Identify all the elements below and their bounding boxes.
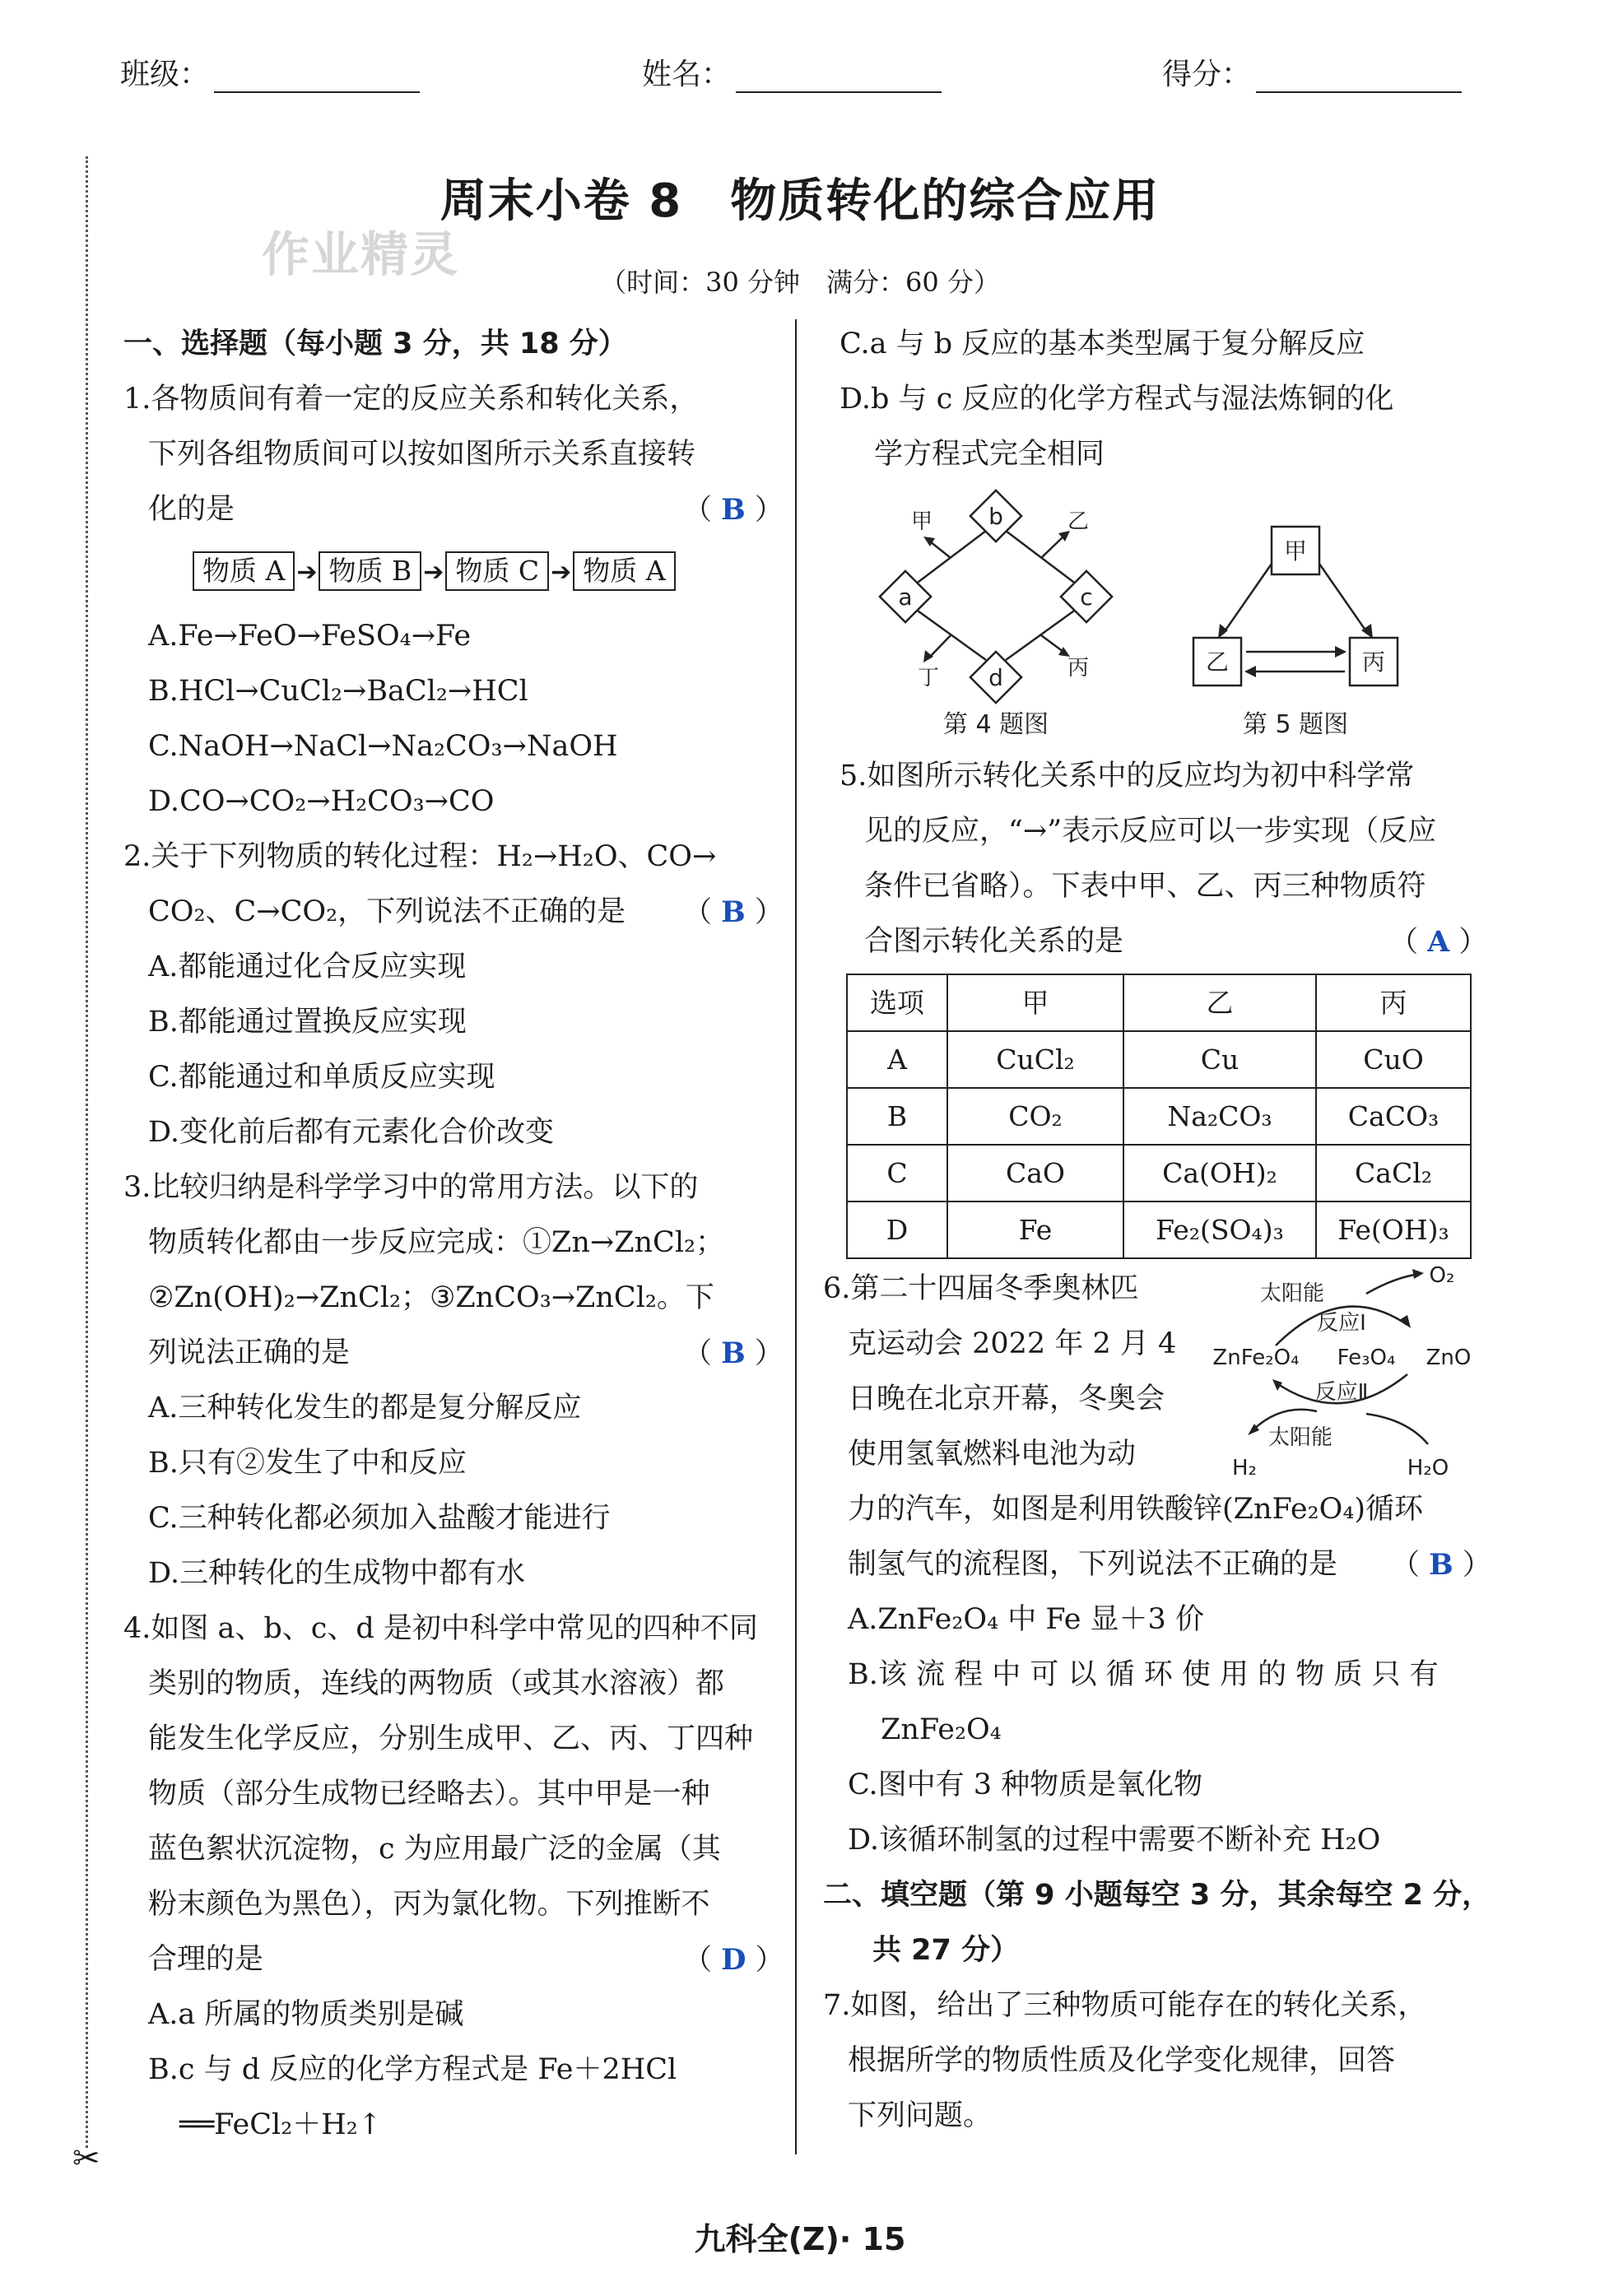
- q3-line4: 列说法正确的是: [148, 1336, 351, 1369]
- score-field: [1162, 51, 1462, 93]
- q1-option-d: D.CO→CO₂→H₂CO₃→CO: [148, 785, 495, 818]
- page-number: 15: [862, 2221, 906, 2257]
- q4-line2: 类别的物质，连线的两物质（或其水溶液）都: [148, 1667, 725, 1700]
- q6-cycle-diagram: [1202, 1259, 1481, 1481]
- fig5-label-jia: 甲: [1283, 537, 1308, 565]
- table-cell: Fe(OH)₃: [1316, 1201, 1471, 1258]
- q4-answer: （ D ）: [683, 1943, 784, 1977]
- table-cell: CaO: [947, 1145, 1123, 1201]
- q3-option-a: A.三种转化发生的都是复分解反应: [148, 1392, 582, 1425]
- table-row: [847, 1145, 1471, 1201]
- table-header-cell: 乙: [1123, 974, 1316, 1031]
- q6-line1: 6.第二十四届冬季奥林匹: [823, 1272, 1139, 1305]
- q5-line1: 5.如图所示转化关系中的反应均为初中科学常: [840, 760, 1415, 792]
- q4-line3: 能发生化学反应，分别生成甲、乙、丙、丁四种: [148, 1722, 754, 1755]
- q4-answer-value: D: [721, 1943, 747, 1977]
- q6-label-sun2: 太阳能: [1267, 1425, 1333, 1450]
- table-row: [847, 1031, 1471, 1088]
- q6-label-reaction1: 反应Ⅰ: [1317, 1311, 1366, 1336]
- table-header-row: [847, 974, 1471, 1031]
- table-cell: Ca(OH)₂: [1123, 1145, 1316, 1201]
- q1-option-c: C.NaOH→NaCl→Na₂CO₃→NaOH: [148, 730, 618, 763]
- table-cell: Na₂CO₃: [1123, 1088, 1316, 1145]
- q3-option-c: C.三种转化都必须加入盐酸才能进行: [148, 1502, 611, 1535]
- q6-label-h2: H₂: [1232, 1456, 1257, 1480]
- q3-answer: （ B ）: [683, 1336, 784, 1370]
- q6-label-zno: ZnO: [1426, 1346, 1472, 1370]
- name-label: 姓名：: [642, 58, 732, 91]
- scissors-icon: ✂: [72, 2140, 100, 2177]
- table-cell: CuO: [1316, 1031, 1471, 1088]
- page-title: 周末小卷 8 物质转化的综合应用: [440, 174, 1160, 228]
- q5-line2: 见的反应，“→”表示反应可以一步实现（反应: [864, 815, 1437, 848]
- section2-heading-line1: 二、填空题（第 9 小题每空 3 分，其余每空 2 分，: [823, 1879, 1491, 1912]
- q3-option-b: B.只有②发生了中和反应: [148, 1447, 467, 1480]
- fig4-product-yi: 乙: [1067, 509, 1090, 534]
- table-cell: Cu: [1123, 1031, 1316, 1088]
- fig4-caption: 第 4 题图: [942, 710, 1049, 739]
- q1-option-b: B.HCl→CuCl₂→BaCl₂→HCl: [148, 675, 528, 708]
- class-blank[interactable]: [214, 62, 420, 93]
- fig5-edge-jia-bing: [1319, 564, 1368, 634]
- fig4-arrow-yi: [1041, 537, 1063, 558]
- q5-options-table: [846, 974, 1472, 1259]
- q6-option-b-line2: ZnFe₂O₄: [881, 1713, 1002, 1746]
- name-blank[interactable]: [736, 62, 942, 93]
- table-cell: Fe₂(SO₄)₃: [1123, 1201, 1316, 1258]
- q1-answer: （ B ）: [683, 493, 784, 527]
- q2-answer-value: B: [721, 895, 746, 929]
- flow-box-3: 物质 C: [445, 551, 549, 591]
- table-cell: CuCl₂: [947, 1031, 1123, 1088]
- q4-line7: 合理的是: [148, 1943, 264, 1976]
- flow-box-2: 物质 B: [319, 551, 421, 591]
- name-field: [642, 51, 942, 93]
- q2-option-d: D.变化前后都有元素化合价改变: [148, 1116, 554, 1149]
- score-label: 得分：: [1162, 58, 1252, 91]
- table-cell: CaCO₃: [1316, 1088, 1471, 1145]
- class-field: [120, 51, 420, 93]
- q4-line6: 粉末颜色为黑色），丙为氯化物。下列推断不: [148, 1888, 710, 1921]
- q6-label-zinc-ferrite: ZnFe₂O₄: [1212, 1346, 1300, 1370]
- q4-option-b-line2: ══FeCl₂＋H₂↑: [179, 2108, 383, 2141]
- table-header-cell: 甲: [947, 974, 1123, 1031]
- table-row: [847, 1088, 1471, 1145]
- table-cell: D: [847, 1201, 947, 1258]
- q3-line3: ②Zn(OH)₂→ZnCl₂；③ZnCO₃→ZnCl₂。下: [148, 1281, 714, 1314]
- class-label: 班级：: [120, 58, 210, 91]
- q6-line6: 制氢气的流程图，下列说法不正确的是: [848, 1548, 1338, 1581]
- q2-answer: （ B ）: [683, 895, 784, 929]
- q4-option-d-line1: D.b 与 c 反应的化学方程式与湿法炼铜的化: [840, 383, 1394, 416]
- q2-option-a: A.都能通过化合反应实现: [148, 950, 467, 983]
- q3-option-d: D.三种转化的生成物中都有水: [148, 1557, 525, 1590]
- q4-line5: 蓝色絮状沉淀物，c 为应用最广泛的金属（其: [148, 1833, 721, 1866]
- table-header-cell: 丙: [1316, 974, 1471, 1031]
- q2-option-b: B.都能通过置换反应实现: [148, 1006, 467, 1039]
- q4-option-a: A.a 所属的物质类别是碱: [148, 1998, 464, 2031]
- table-cell: A: [847, 1031, 947, 1088]
- q4-option-b-line1: B.c 与 d 反应的化学方程式是 Fe＋2HCl: [148, 2053, 677, 2086]
- fig4-label-c: c: [1080, 583, 1093, 611]
- flow-box-4: 物质 A: [573, 551, 675, 591]
- q3-line2: 物质转化都由一步反应完成：①Zn→ZnCl₂；: [148, 1226, 725, 1259]
- fig5-label-bing: 丙: [1361, 648, 1386, 676]
- watermark: 作业精灵: [262, 226, 460, 282]
- q4-line4: 物质（部分生成物已经略去）。其中甲是一种: [148, 1778, 710, 1810]
- q7-line1: 7.如图，给出了三种物质可能存在的转化关系，: [823, 1989, 1427, 2022]
- q7-line2: 根据所学的物质性质及化学变化规律，回答: [848, 2044, 1396, 2077]
- q6-label-reaction2: 反应Ⅱ: [1314, 1380, 1369, 1405]
- q6-arrow-h2o: [1366, 1414, 1428, 1444]
- table-cell: CaCl₂: [1316, 1145, 1471, 1201]
- fig5-edge-jia-yi: [1223, 564, 1272, 634]
- q6-label-h2o: H₂O: [1407, 1456, 1449, 1480]
- q5-line3: 条件已省略）。下表中甲、乙、丙三种物质符: [864, 870, 1426, 903]
- q2-option-c: C.都能通过和单质反应实现: [148, 1061, 495, 1094]
- fig4-label-a: a: [898, 583, 913, 611]
- q5-answer-value: A: [1427, 925, 1450, 959]
- footer-book-label: 九科全(Z)·: [694, 2221, 852, 2257]
- q6-label-o2: O₂: [1429, 1263, 1455, 1288]
- q3-answer-value: B: [721, 1336, 746, 1370]
- q1-line3: 化的是: [148, 493, 235, 526]
- q2-line1: 2.关于下列物质的转化过程：H₂→H₂O、CO→: [123, 840, 717, 873]
- q6-label-fe3o4: Fe₃O₄: [1337, 1346, 1396, 1370]
- q6-option-b-line1: B.该 流 程 中 可 以 循 环 使 用 的 物 质 只 有: [848, 1658, 1439, 1691]
- q7-line3: 下列问题。: [848, 2099, 993, 2132]
- fig4-diagram: [872, 486, 1119, 757]
- q6-option-a: A.ZnFe₂O₄ 中 Fe 显＋3 价: [848, 1603, 1204, 1636]
- q4-line1: 4.如图 a、b、c、d 是初中科学中常见的四种不同: [123, 1612, 758, 1645]
- q4-option-c: C.a 与 b 反应的基本类型属于复分解反应: [840, 328, 1365, 360]
- q1-line1: 1.各物质间有着一定的反应关系和转化关系，: [123, 383, 699, 416]
- section2-heading-line2: 共 27 分）: [872, 1934, 1020, 1967]
- q6-line3: 日晚在北京开幕，冬奥会: [848, 1383, 1165, 1415]
- fig4-product-bing: 丙: [1067, 656, 1090, 681]
- q1-flow-diagram: [193, 543, 676, 600]
- fig5-diagram: [1177, 518, 1424, 757]
- fig4-product-ding: 丁: [917, 666, 940, 690]
- fig4-product-jia: 甲: [910, 509, 933, 534]
- arrow-right-icon: ➔: [423, 558, 444, 587]
- table-cell: Fe: [947, 1201, 1123, 1258]
- q5-answer: （ A ）: [1389, 925, 1488, 959]
- page-footer: [0, 2214, 1600, 2259]
- table-cell: C: [847, 1145, 947, 1201]
- fig4-arrow-jia: [930, 541, 951, 558]
- table-header-cell: 选项: [847, 974, 947, 1031]
- q6-answer: （ B ）: [1391, 1548, 1491, 1582]
- fig4-arrow-bing: [1041, 635, 1063, 652]
- score-blank[interactable]: [1256, 62, 1462, 93]
- arrow-right-icon: ➔: [551, 558, 572, 587]
- section1-heading: 一、选择题（每小题 3 分，共 18 分）: [123, 328, 627, 360]
- q1-option-a: A.Fe→FeO→FeSO₄→Fe: [148, 620, 472, 653]
- page-subtitle: （时间：30 分钟 满分：60 分）: [600, 267, 1000, 298]
- q3-line1: 3.比较归纳是科学学习中的常用方法。以下的: [123, 1171, 699, 1204]
- fig4-label-b: b: [988, 503, 1003, 530]
- q1-line2: 下列各组物质间可以按如图所示关系直接转: [148, 438, 696, 471]
- flow-box-1: 物质 A: [193, 551, 295, 591]
- q6-line5: 力的汽车，如图是利用铁酸锌(ZnFe₂O₄)循环: [848, 1493, 1424, 1526]
- q6-line2: 克运动会 2022 年 2 月 4: [848, 1327, 1177, 1360]
- fig5-caption: 第 5 题图: [1242, 710, 1349, 739]
- table-cell: B: [847, 1088, 947, 1145]
- arrow-right-icon: ➔: [296, 558, 318, 587]
- fig4-label-d: d: [988, 664, 1003, 691]
- q1-answer-value: B: [721, 493, 746, 527]
- q4-option-d-line2: 学方程式完全相同: [874, 438, 1105, 471]
- q6-answer-value: B: [1429, 1548, 1453, 1582]
- cut-line: [86, 156, 88, 2148]
- q6-line4: 使用氢氧燃料电池为动: [848, 1438, 1137, 1471]
- column-divider: [795, 319, 797, 2154]
- q5-line4: 合图示转化关系的是: [864, 925, 1124, 958]
- q6-arrow-o2: [1366, 1274, 1420, 1294]
- q2-line2: CO₂、C→CO₂，下列说法不正确的是: [148, 895, 626, 928]
- q6-option-d: D.该循环制氢的过程中需要不断补充 H₂O: [848, 1824, 1381, 1857]
- q6-option-c: C.图中有 3 种物质是氧化物: [848, 1768, 1203, 1801]
- table-cell: CO₂: [947, 1088, 1123, 1145]
- q6-label-sun1: 太阳能: [1259, 1281, 1325, 1306]
- fig5-label-yi: 乙: [1205, 648, 1230, 676]
- table-row: [847, 1201, 1471, 1258]
- fig4-arrow-ding: [930, 635, 951, 657]
